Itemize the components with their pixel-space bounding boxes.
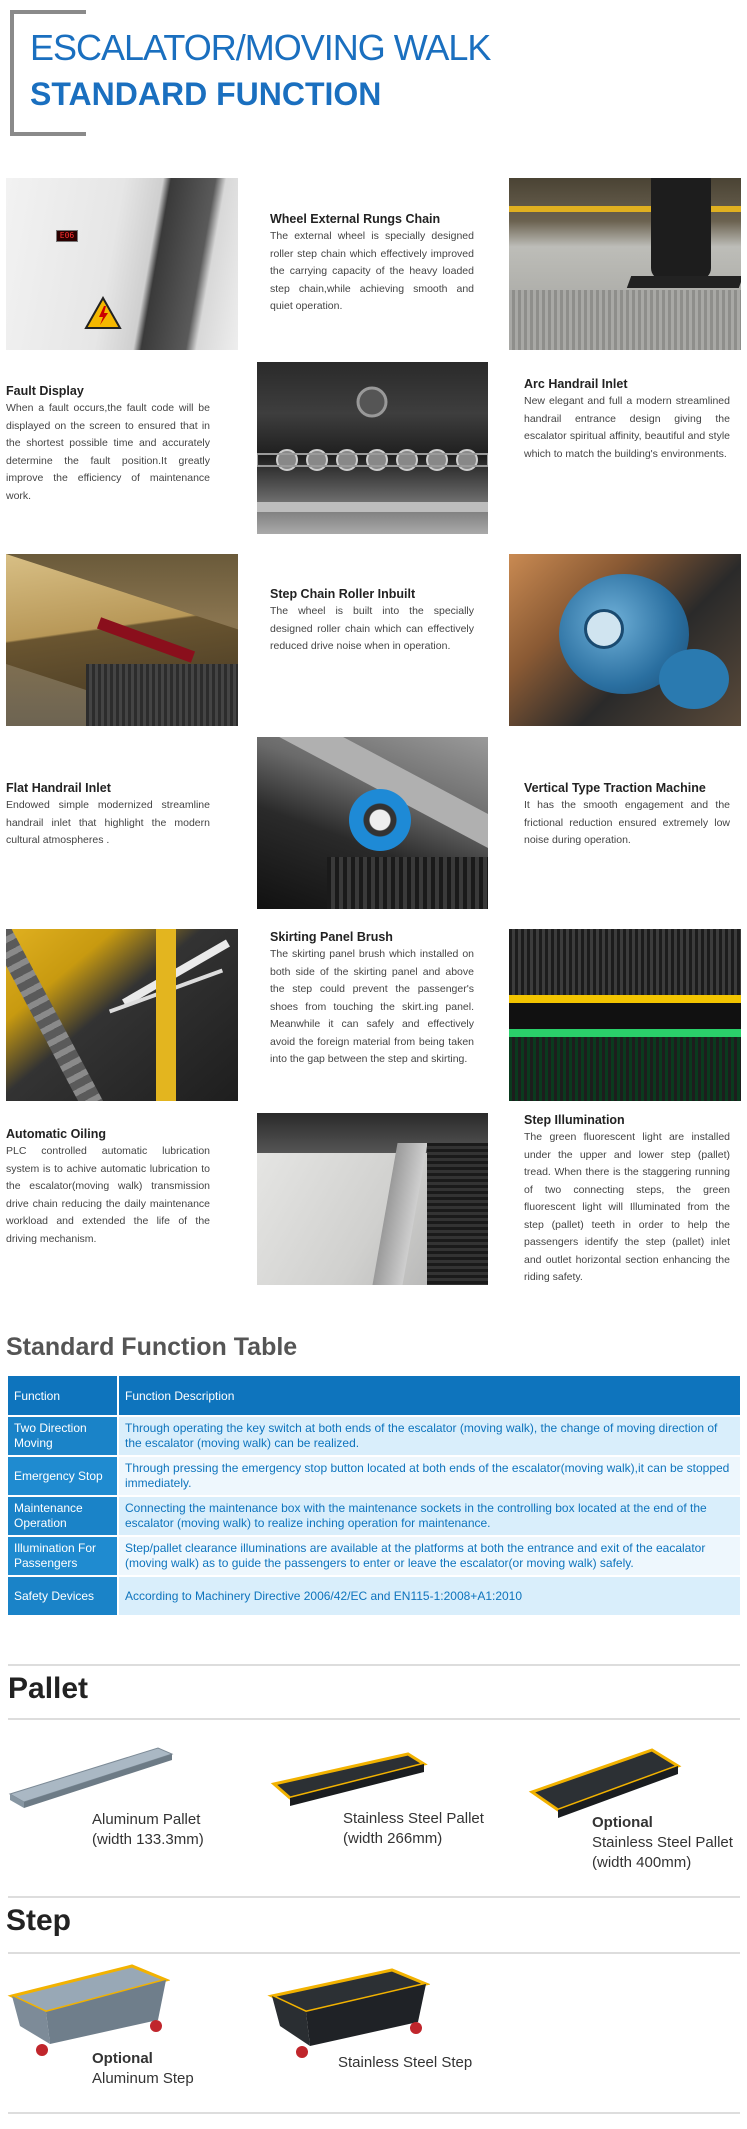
feature-title: Step Illumination	[524, 1113, 625, 1127]
step-illumination-photo	[509, 929, 741, 1101]
feature-title: Vertical Type Traction Machine	[524, 781, 706, 795]
automatic-oiling-photo	[6, 929, 238, 1101]
feature-title: Flat Handrail Inlet	[6, 781, 111, 795]
step-name: Stainless Steel Step	[338, 2054, 473, 2071]
function-desc: Through pressing the emergency stop button located at both ends of the escalator(moving walk),it can be stopped immediately.	[118, 1456, 740, 1496]
divider	[8, 1952, 740, 1954]
optional-label: Optional	[92, 2050, 153, 2067]
pallet-caption	[92, 1810, 204, 1850]
feature-desc: The skirting panel brush which installed on both side of the skirting panel and above the step could prevent the passenger's shoes from touching the skirt.ing panel. Meanwhile it can safely and effectively avoid the foreign material from being taken into the gap between the step and skirting.	[270, 948, 474, 1065]
skirting-brush-photo	[257, 1113, 488, 1285]
stainless-step-image	[266, 1966, 430, 2066]
divider	[8, 2112, 740, 2114]
feature-title: Automatic Oiling	[6, 1127, 106, 1141]
function-name: Two Direction Moving	[8, 1416, 118, 1456]
feature-desc: New elegant and full a modern streamlined handrail entrance design giving the escalator spiritual affinity, beautiful and style which to match the building's environments.	[524, 395, 730, 460]
table-title: Standard Function Table	[6, 1333, 298, 1361]
step-title: Step	[6, 1904, 72, 1937]
function-desc: According to Machinery Directive 2006/42/EC and EN115-1:2008+A1:2010	[118, 1576, 740, 1616]
table-row	[8, 1536, 740, 1576]
function-name: Safety Devices	[8, 1576, 118, 1616]
wide-stainless-pallet-image	[528, 1744, 684, 1824]
function-name: Illumination For Passengers	[8, 1536, 118, 1576]
feature-title: Fault Display	[6, 384, 84, 398]
pallet-width: (width 400mm)	[592, 1854, 692, 1871]
feature-desc: The external wheel is specially designed roller step chain which effectively improved the carrying capacity of the heavy loaded step chain,while achieving smooth and quiet operation.	[270, 230, 474, 312]
feature-desc: The wheel is built into the specially designed roller chain which can effectively reduced drive noise when in operation.	[270, 605, 474, 652]
feature-title: Skirting Panel Brush	[270, 930, 393, 944]
function-name: Emergency Stop	[8, 1456, 118, 1496]
divider	[8, 1718, 740, 1720]
warning-icon	[84, 296, 122, 330]
function-desc: Connecting the maintenance box with the maintenance sockets in the controlling box located at the end of the escalator (moving walk) to realize inching operation for maintenance.	[118, 1496, 740, 1536]
pallet-width: (width 133.3mm)	[92, 1831, 204, 1848]
function-name: Maintenance Operation	[8, 1496, 118, 1536]
pallet-name: Stainless Steel Pallet	[592, 1834, 733, 1851]
table-header-row	[8, 1376, 740, 1416]
table-header-function: Function	[8, 1376, 118, 1416]
fault-display-photo	[6, 178, 238, 350]
fault-code-screen: E06	[56, 230, 78, 242]
feature-desc: It has the smooth engagement and the frictional reduction ensured extremely low noise during operation.	[524, 799, 730, 846]
feature-desc: PLC controlled automatic lubrication system is to achive automatic lubrication to the escalator(moving walk) transmission drive chain reducing the daily maintenance workload and extended the life of the driving mechanism.	[6, 1145, 210, 1245]
pallet-title: Pallet	[8, 1672, 89, 1705]
function-table	[8, 1376, 740, 1617]
function-desc: Through operating the key switch at both ends of the escalator (moving walk), the change of moving direction of the escalator (moving walk) can be realized.	[118, 1416, 740, 1456]
pallet-name: Stainless Steel Pallet	[343, 1810, 484, 1827]
feature-desc: The green fluorescent light are installed under the upper and lower step (pallet) tread. When there is the staggering running of two connecting steps, the green fluorescent light will Illuminated from the step (pallet) teeth in order to help the passengers identify the step (pallet) inlet and outlet horizontal section enhancing the riding safety.	[524, 1131, 730, 1283]
feature-title: Wheel External Rungs Chain	[270, 212, 441, 226]
pallet-width: (width 266mm)	[343, 1830, 443, 1847]
aluminum-step-image	[6, 1962, 170, 2062]
pallet-name: Aluminum Pallet	[92, 1811, 201, 1828]
traction-machine-photo	[509, 554, 741, 726]
table-header-description: Function Description	[118, 1376, 740, 1416]
step-caption	[92, 2049, 194, 2089]
divider	[8, 1664, 740, 1666]
header-title-line1: ESCALATOR/MOVING WALK	[30, 27, 491, 68]
table-row	[8, 1416, 740, 1456]
divider	[8, 1896, 740, 1898]
step-chain-roller-photo	[257, 737, 488, 909]
aluminum-pallet-image	[6, 1744, 176, 1814]
flat-handrail-photo	[6, 554, 238, 726]
pallet-caption	[343, 1809, 484, 1849]
table-row	[8, 1456, 740, 1496]
feature-title: Step Chain Roller Inbuilt	[270, 587, 416, 601]
step-caption	[338, 2053, 472, 2073]
arc-handrail-photo	[509, 178, 741, 350]
pallet-caption	[592, 1813, 733, 1873]
feature-title: Arc Handrail Inlet	[524, 377, 628, 391]
step-name: Aluminum Step	[92, 2070, 194, 2087]
function-desc: Step/pallet clearance illuminations are available at the platforms at both the entrance and exit of the eacalator (moving walk) as to guide the passengers to enter or leave the escalator(or moving walk) safely.	[118, 1536, 740, 1576]
feature-desc: Endowed simple modernized streamline handrail inlet that highlight the modern cultural atmospheres .	[6, 799, 210, 846]
rungs-chain-photo	[257, 362, 488, 534]
header-title-line2: STANDARD FUNCTION	[30, 76, 382, 112]
table-row	[8, 1576, 740, 1616]
feature-desc: When a fault occurs,the fault code will be displayed on the screen to ensured that in the shortest possible time and accurately determine the fault position.It greatly improve the efficiency of maintenance work.	[6, 402, 210, 502]
table-row	[8, 1496, 740, 1536]
optional-label: Optional	[592, 1814, 653, 1831]
